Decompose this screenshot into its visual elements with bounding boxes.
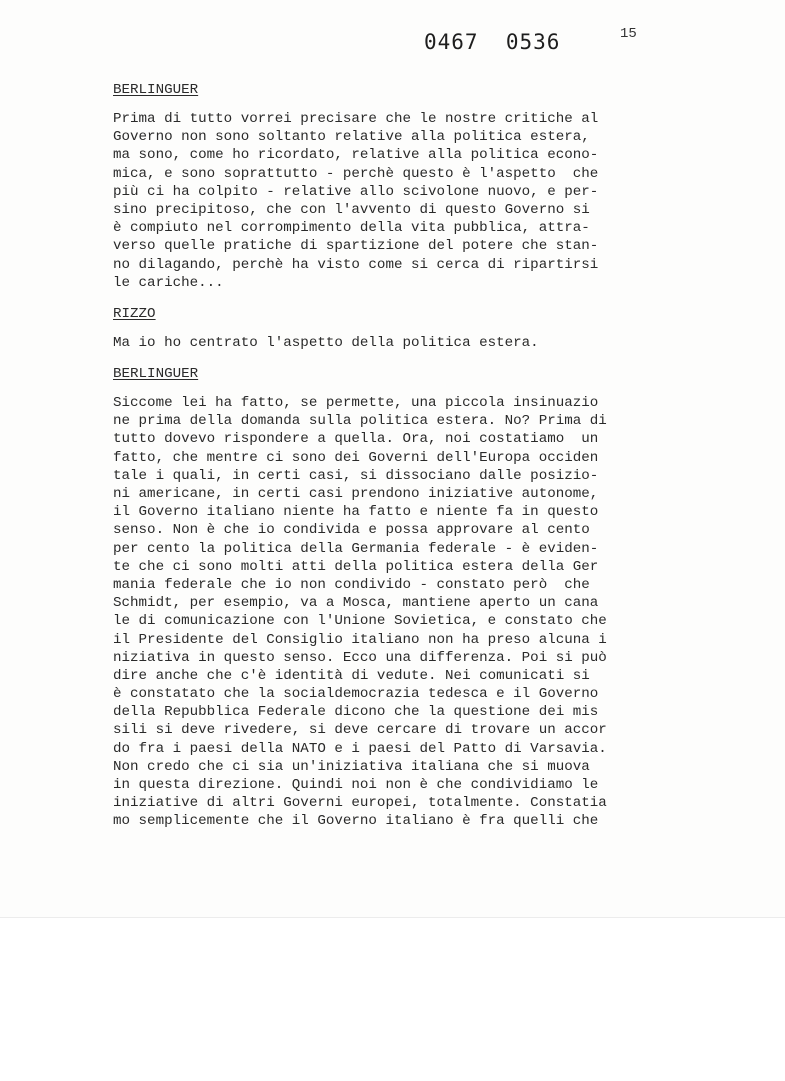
- page-bottom-edge: [0, 917, 785, 1081]
- text-line: te che ci sono molti atti della politica estera della Ger: [113, 558, 599, 575]
- text-line: è constatato che la socialdemocrazia tedesca e il Governo: [113, 686, 599, 703]
- text-line: Prima di tutto vorrei precisare che le nostre critiche al: [113, 111, 599, 127]
- text-line: iniziative di altri Governi europei, totalmente. Constatia: [113, 795, 607, 812]
- text-line: Ma io ho centrato l'aspetto della politica estera.: [113, 334, 539, 351]
- transcript-body: [113, 81, 653, 831]
- text-line: tutto dovevo rispondere a quella. Ora, noi costatiamo un: [113, 431, 599, 448]
- page-number: 15: [620, 26, 637, 42]
- text-line: sino precipitoso, che con l'avvento di questo Governo si: [113, 201, 590, 218]
- speech-paragraph: [113, 334, 653, 352]
- text-line: Governo non sono soltanto relative alla politica estera,: [113, 129, 590, 146]
- text-line: è compiuto nel corrompimento della vita pubblica, attra-: [113, 220, 590, 237]
- speaker-name: BERLINGUER: [113, 82, 199, 98]
- speaker-name: RIZZO: [113, 305, 156, 322]
- text-line: della Repubblica Federale dicono che la questione dei mis: [113, 704, 599, 721]
- speech-paragraph: [113, 110, 653, 292]
- text-line: le di comunicazione con l'Unione Sovietica, e constato che: [113, 613, 607, 630]
- text-line: mica, e sono soprattutto - perchè questo è l'aspetto che: [113, 165, 599, 182]
- text-line: Non credo che ci sia un'iniziativa italiana che si muova: [113, 758, 590, 775]
- text-line: fatto, che mentre ci sono dei Governi dell'Europa occiden: [113, 449, 599, 466]
- speaker-name: BERLINGUER: [113, 366, 199, 383]
- text-line: ne prima della domanda sulla politica estera. No? Prima di: [113, 413, 607, 430]
- text-line: ni americane, in certi casi prendono iniziative autonome,: [113, 486, 599, 502]
- text-line: il Governo italiano niente ha fatto e niente fa in questo: [113, 504, 599, 521]
- text-line: più ci ha colpito - relative allo scivolone nuovo, e per-: [113, 183, 599, 200]
- text-line: in questa direzione. Quindi noi non è che condividiamo le: [113, 777, 599, 793]
- text-line: Schmidt, per esempio, va a Mosca, mantiene aperto un cana: [113, 595, 599, 612]
- text-line: Siccome lei ha fatto, se permette, una piccola insinuazio: [113, 395, 599, 412]
- text-line: no dilagando, perchè ha visto come si cerca di ripartirsi: [113, 256, 599, 273]
- text-line: mania federale che io non condivido - constato però che: [113, 576, 590, 593]
- speech-paragraph: [113, 394, 653, 831]
- text-line: dire anche che c'è identità di vedute. Nei comunicati si: [113, 667, 590, 684]
- document-code: 0467 0536: [424, 30, 561, 54]
- text-line: ma sono, come ho ricordato, relative alla politica econo-: [113, 147, 599, 164]
- text-line: il Presidente del Consiglio italiano non ha preso alcuna i: [113, 631, 607, 648]
- text-line: senso. Non è che io condivida e possa approvare al cento: [113, 522, 590, 539]
- text-line: tale i quali, in certi casi, si dissociano dalle posizio-: [113, 467, 599, 484]
- text-line: sili si deve rivedere, si deve cercare di trovare un accor: [113, 722, 607, 739]
- text-line: per cento la politica della Germania federale - è eviden-: [113, 540, 599, 557]
- text-line: niziativa in questo senso. Ecco una differenza. Poi si può: [113, 649, 607, 666]
- text-line: do fra i paesi della NATO e i paesi del Patto di Varsavia.: [113, 740, 607, 757]
- text-line: mo semplicemente che il Governo italiano è fra quelli che: [113, 813, 599, 830]
- text-line: le cariche...: [113, 274, 224, 291]
- text-line: verso quelle pratiche di spartizione del potere che stan-: [113, 238, 599, 255]
